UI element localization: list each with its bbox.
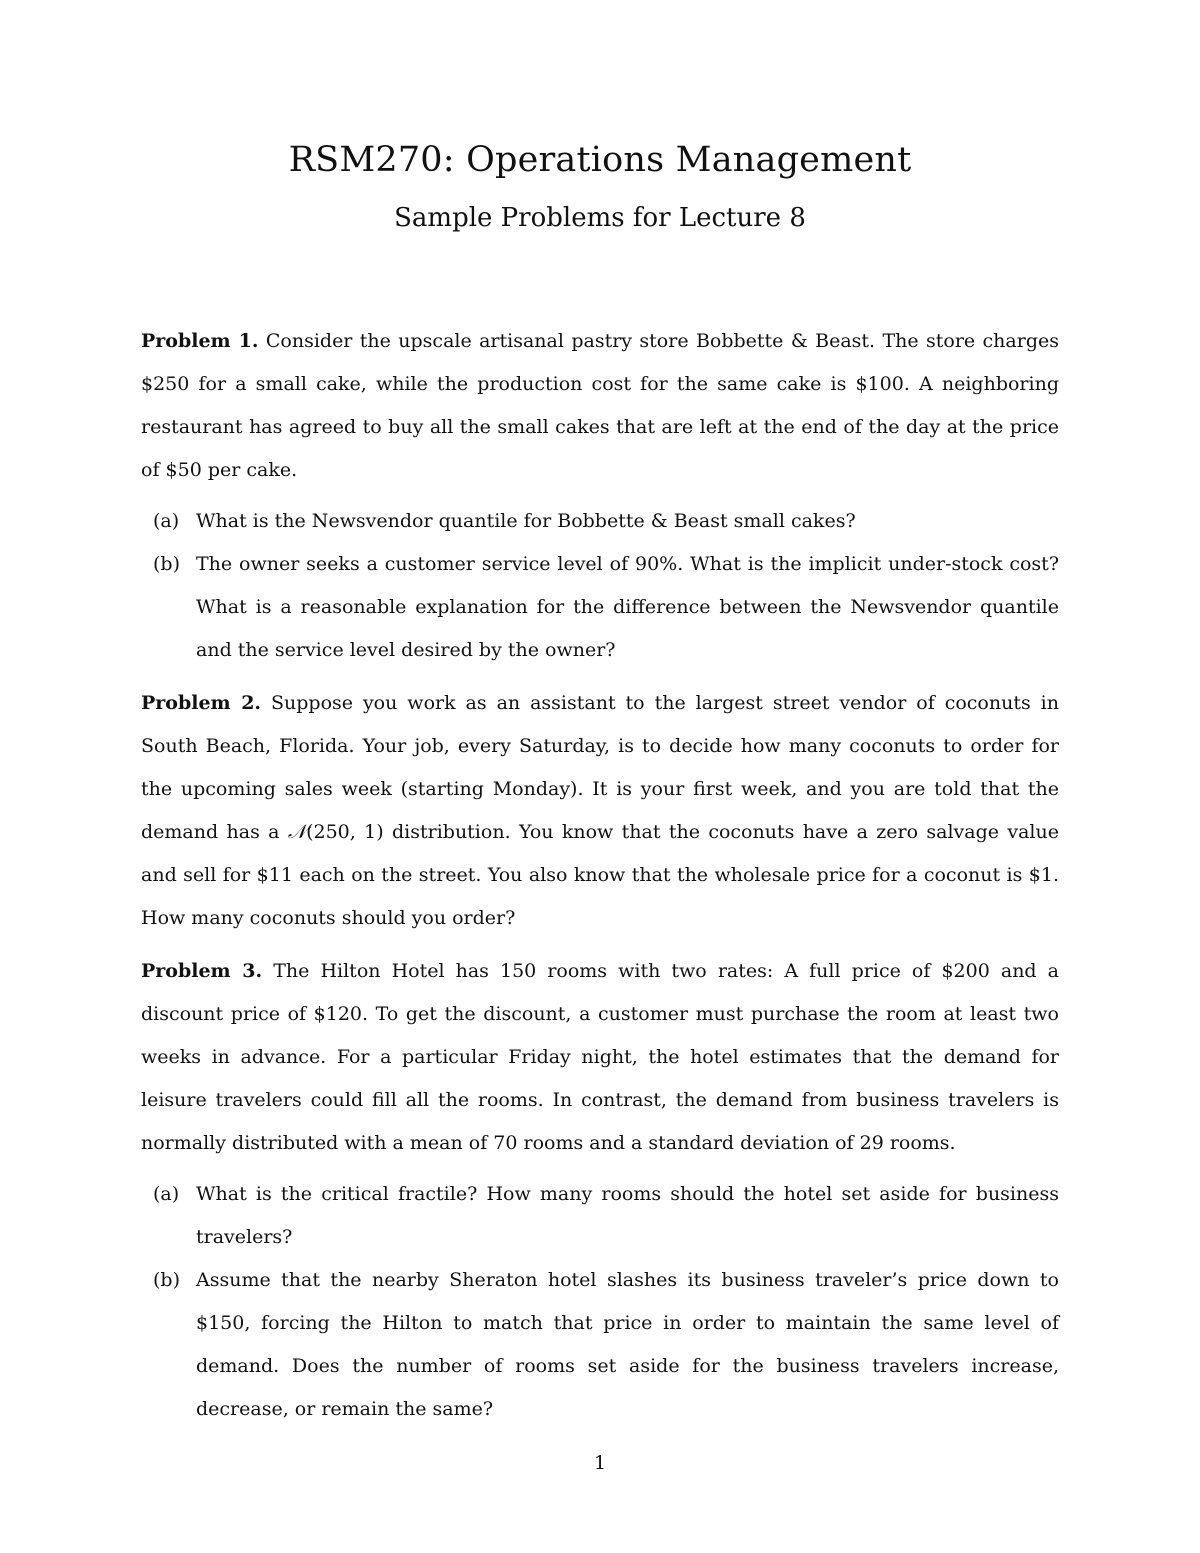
item-text: What is the Newsvendor quantile for Bobbette & Beast small cakes?: [196, 510, 856, 532]
normal-distribution-symbol: 𝒩: [287, 821, 307, 843]
normal-distribution-args: (250, 1): [306, 821, 384, 843]
problem-1-item-b: [141, 543, 1059, 672]
problem-1-items: [141, 500, 1059, 672]
problem-1-heading: Problem 1.: [141, 330, 259, 352]
problem-1: [141, 320, 1059, 672]
document-title: RSM270: Operations Management: [288, 140, 912, 180]
problem-2-text-before: Suppose you work as an assistant to the largest street vendor of coconuts in South Beach, Florida. Your job, every Saturday, is to decide how many coconuts to order for the upcoming sales week (starting Monday). It is your first week, and you are told that the demand has a: [141, 692, 1059, 843]
page-number: 1: [593, 1452, 607, 1474]
problem-3-items: [141, 1173, 1059, 1431]
problem-3-heading: Problem 3.: [141, 960, 263, 982]
item-label: (a): [153, 1183, 180, 1205]
item-label: (b): [153, 1269, 180, 1291]
problem-3-item-a: [141, 1173, 1059, 1259]
item-label: (a): [153, 510, 180, 532]
item-text: What is the critical fractile? How many rooms should the hotel set aside for business travelers?: [196, 1183, 1059, 1248]
problem-2: [141, 682, 1059, 940]
item-text: Assume that the nearby Sheraton hotel slashes its business traveler’s price down to $150, forcing the Hilton to match that price in order to maintain the same level of demand. Does the number of rooms set aside for the business travelers increase, decrease, or remain the same?: [196, 1269, 1059, 1420]
problem-2-heading: Problem 2.: [141, 692, 262, 714]
problem-2-text-after: distribution. You know that the coconuts have a zero salvage value and sell for $11 each on the street. You also know that the wholesale price for a coconut is $1. How many coconuts should you order?: [141, 821, 1059, 929]
problem-3-item-b: [141, 1259, 1059, 1431]
problem-3-statement: [141, 950, 1059, 1165]
problem-3-text: The Hilton Hotel has 150 rooms with two rates: A full price of $200 and a discount price of $120. To get the discount, a customer must purchase the room at least two weeks in advance. For a particular Friday night, the hotel estimates that the demand for leisure travelers could fill all the rooms. In contrast, the demand from business travelers is normally distributed with a mean of 70 rooms and a standard deviation of 29 rooms.: [141, 960, 1059, 1154]
document-body: [141, 320, 1059, 1431]
item-text: The owner seeks a customer service level of 90%. What is the implicit under-stock cost? What is a reasonable explanation for the difference between the Newsvendor quantile and the service level desired by the owner?: [196, 553, 1059, 661]
problem-1-text: Consider the upscale artisanal pastry store Bobbette & Beast. The store charges $250 for a small cake, while the production cost for the same cake is $100. A neighboring restaurant has agreed to buy all the small cakes that are left at the end of the day at the price of $50 per cake.: [141, 330, 1059, 481]
problem-1-item-a: [141, 500, 1059, 543]
item-label: (b): [153, 553, 180, 575]
document-subtitle: Sample Problems for Lecture 8: [394, 203, 806, 233]
problem-1-statement: [141, 320, 1059, 492]
problem-3: [141, 950, 1059, 1431]
problem-2-statement: [141, 682, 1059, 940]
